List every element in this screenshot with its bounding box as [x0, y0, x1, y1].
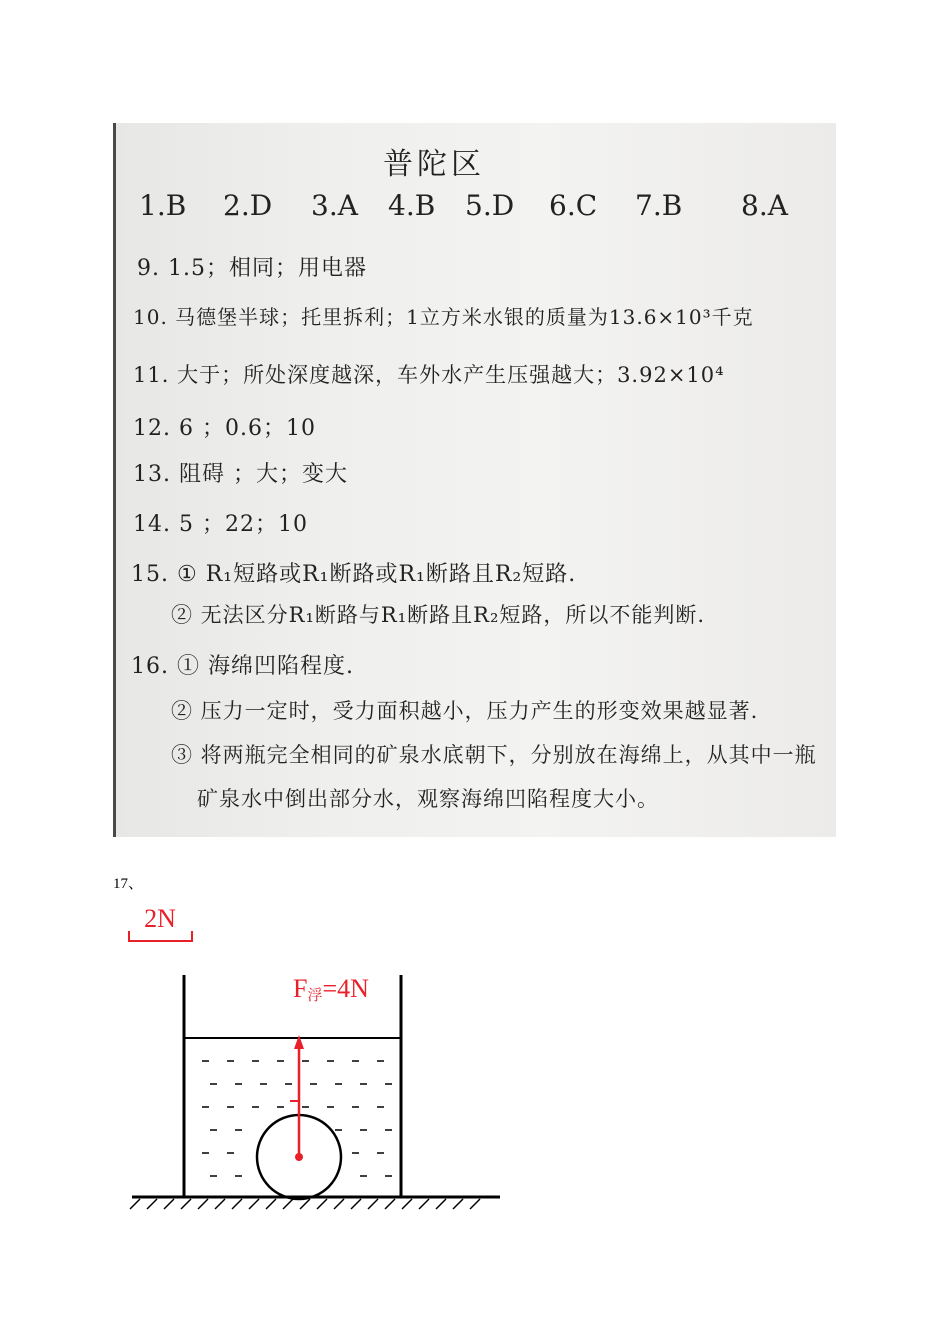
- question-17-label: 17、: [113, 876, 144, 892]
- hatch-line: [385, 1199, 395, 1209]
- mc-answer: 4.B: [388, 189, 436, 222]
- mc-answer: 2.D: [223, 189, 273, 222]
- answer-line: 13. 阻碍 ；大；变大: [133, 462, 348, 487]
- force-label: F浮=4N: [293, 974, 369, 1004]
- hatch-line: [368, 1199, 378, 1209]
- hatch-line: [181, 1199, 191, 1209]
- answer-line: 矿泉水中倒出部分水，观察海绵凹陷程度大小。: [197, 787, 659, 811]
- mc-answer: 1.B: [139, 189, 187, 222]
- answer-line: 10. 马德堡半球；托里拆利；1立方米水银的质量为13.6×10³千克: [133, 305, 754, 329]
- mc-answer: 7.B: [635, 189, 683, 222]
- hatch-line: [249, 1199, 259, 1209]
- hatch-line: [198, 1199, 208, 1209]
- answer-line: ② 压力一定时，受力面积越小，压力产生的形变效果越显著.: [171, 699, 759, 723]
- mc-answer: 3.A: [311, 189, 358, 222]
- hatch-line: [266, 1199, 276, 1209]
- ground-hatching: [130, 1199, 480, 1209]
- answer-line: 15. ① R₁短路或R₁断路或R₁断路且R₂短路.: [131, 562, 577, 587]
- hatch-line: [283, 1199, 293, 1209]
- answer-line: 9. 1.5；相同；用电器: [137, 256, 367, 281]
- hatch-line: [419, 1199, 429, 1209]
- hatch-line: [232, 1199, 242, 1209]
- answer-title: 普陀区: [383, 147, 485, 182]
- hatch-line: [300, 1199, 310, 1209]
- hatch-line: [215, 1199, 225, 1209]
- hatch-line: [317, 1199, 327, 1209]
- mc-answer: 8.A: [741, 189, 788, 222]
- handwritten-answer-photo: [113, 123, 836, 837]
- force-origin-dot: [295, 1153, 303, 1161]
- hatch-line: [453, 1199, 463, 1209]
- answer-line: 12. 6 ；0.6；10: [133, 416, 316, 441]
- hatch-line: [402, 1199, 412, 1209]
- answer-line: 16. ① 海绵凹陷程度.: [131, 654, 354, 679]
- answer-line: ② 无法区分R₁断路与R₁断路且R₂短路，所以不能判断.: [171, 603, 706, 627]
- hatch-line: [147, 1199, 157, 1209]
- hatch-line: [436, 1199, 446, 1209]
- scale-label: 2N: [144, 904, 176, 933]
- hatch-line: [470, 1199, 480, 1209]
- hatch-line: [164, 1199, 174, 1209]
- hatch-line: [351, 1199, 361, 1209]
- hatch-line: [130, 1199, 140, 1209]
- buoyancy-diagram: [110, 895, 510, 1225]
- mc-answer: 6.C: [549, 189, 598, 222]
- hatch-line: [334, 1199, 344, 1209]
- answer-line: 14. 5 ；22；10: [133, 512, 308, 537]
- answer-line: ③ 将两瓶完全相同的矿泉水底朝下，分别放在海绵上，从其中一瓶: [171, 743, 817, 767]
- answer-line: 11. 大于；所处深度越深，车外水产生压强越大；3.92×10⁴: [133, 363, 725, 387]
- mc-answer: 5.D: [465, 189, 515, 222]
